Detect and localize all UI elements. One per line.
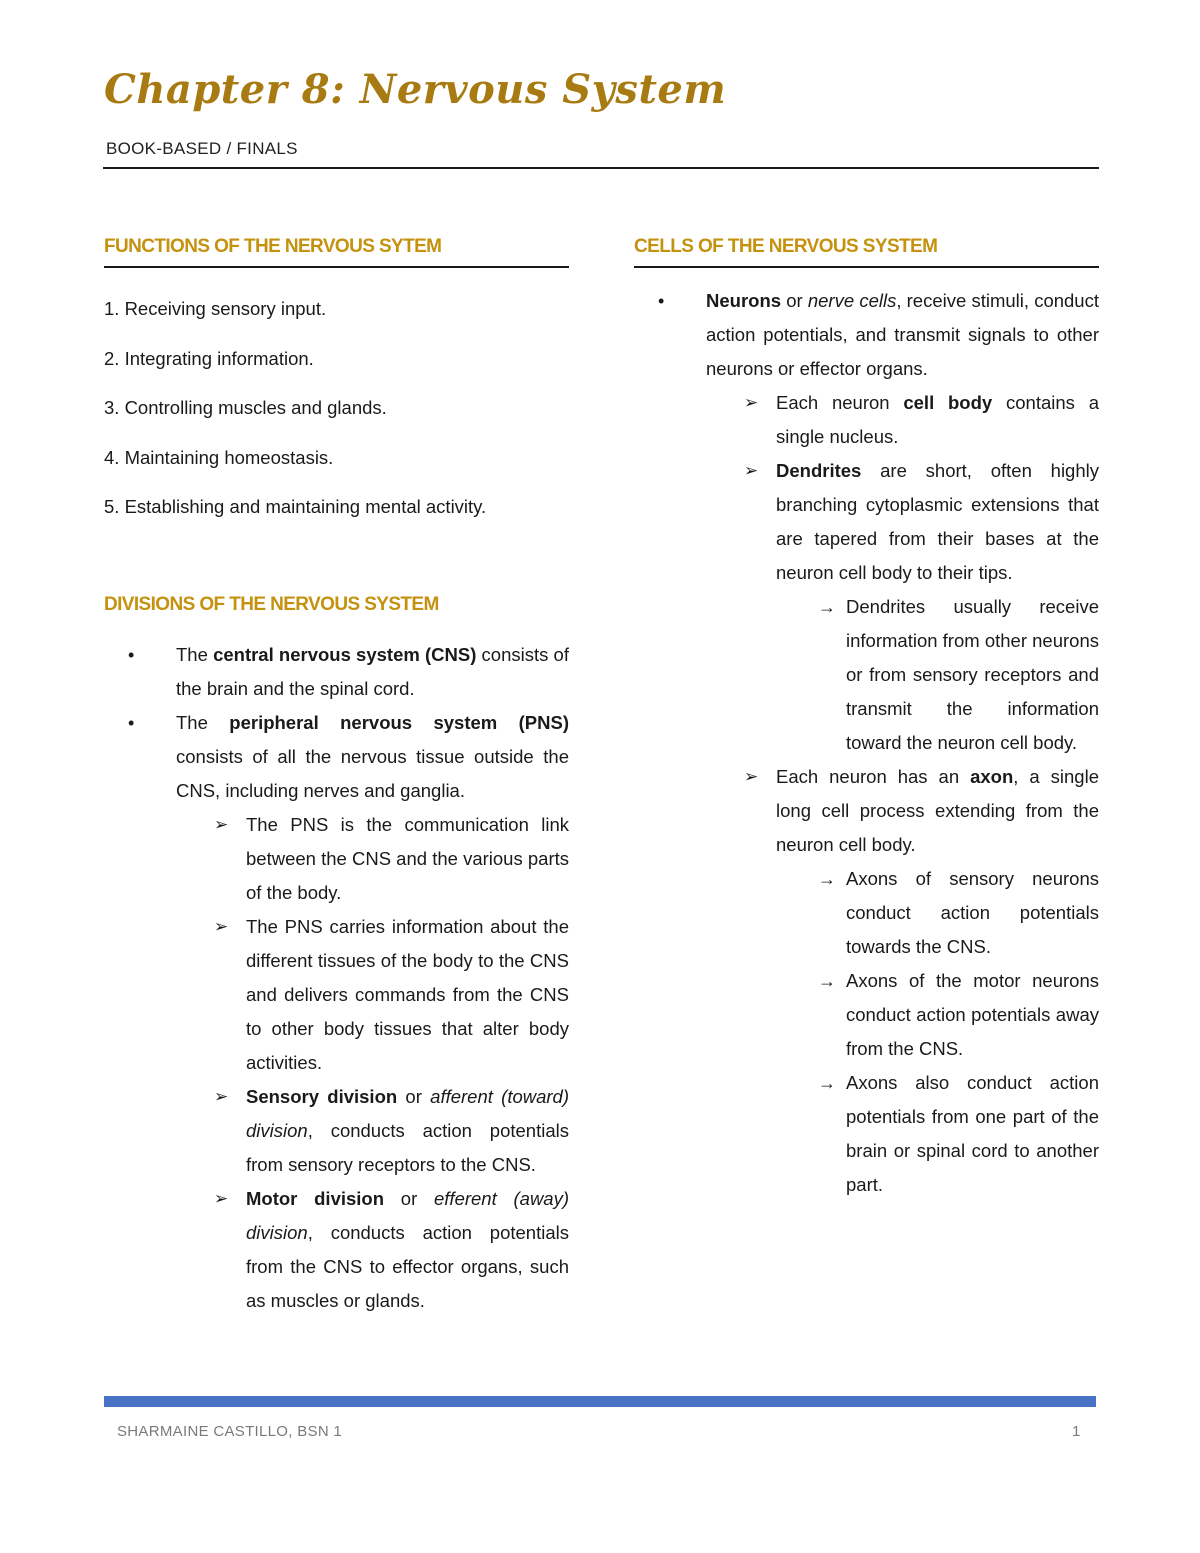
cns-term: central nervous system (CNS): [213, 643, 477, 665]
function-item-1: 1. Receiving sensory input.: [104, 298, 327, 319]
arrow-right-icon: →: [818, 869, 836, 889]
page-number: 1: [1072, 1423, 1081, 1440]
cells-heading: CELLS OF THE NERVOUS SYSTEM: [634, 236, 1099, 268]
function-item-2: 2. Integrating information.: [104, 347, 314, 369]
neurons-item: • Neurons or nerve cells, receive stimuli, conduct action potentials, and transmit signals to other neurons or effector organs.: [634, 284, 1099, 386]
footer-bar: [104, 1396, 1096, 1407]
axon-item: ➢ Each neuron has an axon, a single long cell process extending from the neuron cell body.: [634, 760, 1099, 862]
page-subtitle: BOOK-BASED / FINALS: [106, 139, 298, 158]
cns-item: • The central nervous system (CNS) consists of the brain and the spinal cord.: [104, 638, 569, 706]
function-item-3: 3. Controlling muscles and glands.: [104, 397, 387, 418]
arrowhead-icon: ➢: [214, 814, 229, 834]
bullet-icon: •: [128, 712, 135, 733]
arrowhead-icon: ➢: [214, 1188, 229, 1208]
arrowhead-icon: ➢: [744, 393, 759, 412]
arrowhead-icon: ➢: [744, 461, 759, 480]
function-item-5: 5. Establishing and maintaining mental activity.: [104, 496, 487, 517]
sensory-division-item: ➢ Sensory division or afferent (toward) division, conducts action potentials from sensory receptors to the CNS.: [104, 1080, 569, 1182]
axon-sub-item-1: → Axons of sensory neurons conduct action potentials towards the CNS.: [634, 862, 1099, 964]
arrowhead-icon: ➢: [214, 1086, 229, 1106]
arrow-right-icon: →: [818, 971, 836, 991]
bullet-icon: •: [128, 644, 135, 665]
pns-term: peripheral nervous system (PNS): [229, 711, 569, 733]
pns-carries-item: ➢ The PNS carries information about the different tissues of the body to the CNS and delivers commands from the CNS to other body tissues that alter body activities.: [104, 910, 569, 1080]
axon-sub-item-3: → Axons also conduct action potentials from one part of the brain or spinal cord to another part.: [634, 1066, 1099, 1202]
divisions-heading: DIVISIONS OF THE NERVOUS SYSTEM: [104, 593, 439, 615]
functions-list: [104, 284, 569, 532]
function-item-4: 4. Maintaining homeostasis.: [104, 446, 334, 468]
functions-heading: FUNCTIONS OF THE NERVOUS SYTEM: [104, 236, 569, 268]
arrow-right-icon: →: [818, 1073, 836, 1093]
pns-link-item: ➢ The PNS is the communication link between the CNS and the various parts of the body.: [104, 808, 569, 910]
arrowhead-icon: ➢: [744, 767, 759, 786]
cells-list: [634, 284, 1099, 1202]
divisions-list: [104, 638, 569, 1318]
header-rule: [103, 167, 1099, 169]
footer-author: SHARMAINE CASTILLO, BSN 1: [117, 1423, 343, 1440]
axon-sub-item-2: → Axons of the motor neurons conduct action potentials away from the CNS.: [634, 964, 1099, 1066]
cell-body-item: ➢ Each neuron cell body contains a single nucleus.: [634, 386, 1099, 454]
right-column: [634, 236, 1099, 1202]
pns-item: • The peripheral nervous system (PNS) consists of all the nervous tissue outside the CNS, including nerves and ganglia.: [104, 706, 569, 808]
motor-division-item: ➢ Motor division or efferent (away) division, conducts action potentials from the CNS to effector organs, such as muscles or glands.: [104, 1182, 569, 1318]
bullet-icon: •: [658, 291, 665, 311]
arrow-right-icon: →: [818, 597, 836, 617]
page-title: Chapter 8: Nervous System: [104, 66, 727, 113]
arrowhead-icon: ➢: [214, 916, 229, 936]
dendrites-sub-item: → Dendrites usually receive information from other neurons or from sensory receptors and transmit the information toward the neuron cell body.: [634, 590, 1099, 760]
left-column: [104, 236, 569, 1318]
dendrites-item: ➢ Dendrites are short, often highly branching cytoplasmic extensions that are tapered from their bases at the neuron cell body to their tips.: [634, 454, 1099, 590]
